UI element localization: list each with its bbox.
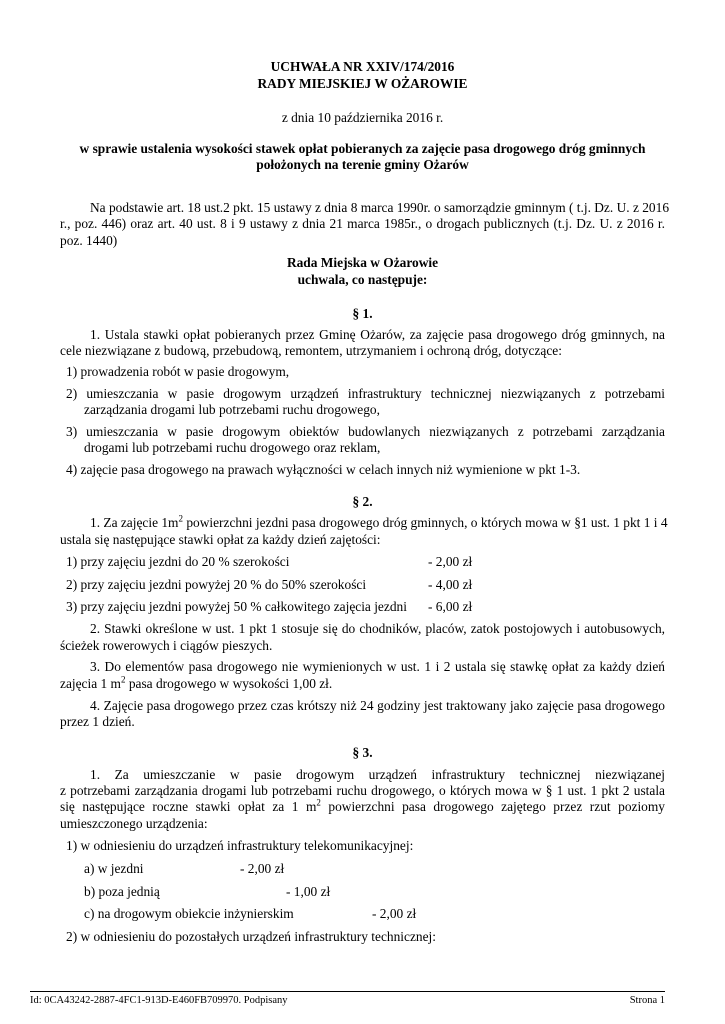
s3-paragraph-1-line-3: się następujące roczne stawki opłat za 1 $m^2$ powierzchni pasa drogowego zajętego przez rzut poziomy [60, 797, 665, 814]
resolution-date: z dnia 10 października 2016 r. [281, 110, 444, 125]
s1-item-1: 1) prowadzenia robót w pasie drogowym, [66, 364, 290, 379]
s2-paragraph-4-line-2: przez 1 dzień. [60, 714, 135, 729]
council-name: RADY MIEJSKIEJ W OŻAROWIE [257, 76, 468, 91]
s3-sub-a-value: - 2,00 zł [240, 861, 285, 876]
subject-line-2: położonych na terenie gminy Ożarów [256, 157, 469, 172]
council-heading: Rada Miejska w Ożarowie [286, 255, 439, 270]
s1-item-2-line-1: 2) umieszczania w pasie drogowym urządzeń infrastruktury technicznej niezwiązanych z potrzebami [66, 386, 665, 401]
s2-rate-3-label: 3) przy zajęciu jezdni powyżej 50 % całkowitego zajęcia jezdni [66, 599, 407, 614]
section-2-heading: § 2. [352, 494, 373, 509]
s2-paragraph-2-line-1: 2. Stawki określone w ust. 1 pkt 1 stosuje się do chodników, placów, zatok postojowych i autobusowych, [90, 621, 665, 636]
s2-paragraph-1-line-1: 1. Za zajęcie $1m^2$ powierzchni jezdni pasa drogowego dróg gminnych, o których mowa w §1 ust. 1 pkt 1 i 4 [90, 513, 668, 530]
s1-paragraph-line-2: cele niezwiązane z budową, przebudową, remontem, utrzymaniem i ochroną dróg, dotyczące: [60, 343, 562, 358]
footer-document-id: Id: 0CA43242-2887-4FC1-913D-E460FB709970. Podpisany [30, 995, 288, 1006]
s2-rate-2-label: 2) przy zajęciu jezdni powyżej 20 % do 50% szerokości [66, 577, 367, 592]
s2-rate-1-value: - 2,00 zł [428, 554, 473, 569]
footer-page-number: Strona 1 [629, 995, 665, 1006]
s3-paragraph-1-line-1: 1. Za umieszczanie w pasie drogowym urządzeń infrastruktury technicznej niezwiązanej [90, 767, 665, 782]
s1-item-2-line-2: zarządzania drogami lub potrzebami ruchu drogowego, [84, 402, 380, 417]
resolution-number: UCHWAŁA NR XXIV/174/2016 [270, 59, 455, 74]
s3-item-2: 2) w odniesieniu do pozostałych urządzeń infrastruktury technicznej: [66, 929, 436, 944]
preamble-line-3: poz. 1440) [60, 233, 118, 248]
s2-paragraph-2-line-2: ścieżek rowerowych i ciągów pieszych. [60, 638, 273, 653]
s3-sub-a-label: a) w jezdni [84, 861, 144, 876]
s2-paragraph-4-line-1: 4. Zajęcie pasa drogowego przez czas krótszy niż 24 godziny jest traktowany jako zajęcie pasa drogowego [90, 698, 665, 713]
s2-paragraph-1-line-2: ustala się następujące stawki opłat za każdy dzień zajętości: [60, 532, 381, 547]
preamble-line-1: Na podstawie art. 18 ust.2 pkt. 15 ustawy z dnia 8 marca 1990r. o samorządzie gminnym ( t.j. Dz. U. z 2016 [90, 200, 670, 215]
preamble-line-2: r., poz. 446) oraz art. 40 ust. 8 i 9 ustawy z dnia 21 marca 1985r., o drogach publicznych (t.j. Dz. U. z 2016 r. [60, 216, 665, 231]
s2-rate-3-value: - 6,00 zł [428, 599, 473, 614]
s2-paragraph-3-line-1: 3. Do elementów pasa drogowego nie wymienionych w ust. 1 i 2 ustala się stawkę opłat za każdy dzień [90, 659, 665, 674]
s3-sub-b-value: - 1,00 zł [286, 884, 331, 899]
s3-paragraph-1-line-4: umieszczonego urządzenia: [60, 816, 208, 831]
s2-rate-1-label: 1) przy zajęciu jezdni do 20 % szerokości [66, 554, 290, 569]
s1-item-3-line-1: 3) umieszczania w pasie drogowym obiektów budowlanych niezwiązanych z potrzebami zarządzania [66, 424, 665, 439]
subject-line-1: w sprawie ustalenia wysokości stawek opłat pobieranych za zajęcie pasa drogowego dróg gminnych [79, 141, 646, 156]
s1-item-3-line-2: drogami lub potrzebami ruchu drogowego oraz reklam, [84, 440, 381, 455]
section-1-heading: § 1. [352, 306, 373, 321]
s1-paragraph-line-1: 1. Ustala stawki opłat pobieranych przez Gminę Ożarów, za zajęcie pasa drogowego dróg gminnych, na [90, 327, 665, 342]
s3-paragraph-1-line-2: z potrzebami zarządzania drogami lub potrzebami ruchu drogowego, o których mowa w § 1 ust. 1 pkt 2 ustala [60, 783, 665, 798]
s3-item-1: 1) w odniesieniu do urządzeń infrastruktury telekomunikacyjnej: [66, 838, 414, 853]
section-3-heading: § 3. [352, 745, 373, 760]
s3-sub-b-label: b) poza jednią [84, 884, 160, 899]
s2-rate-2-value: - 4,00 zł [428, 577, 473, 592]
s3-sub-c-label: c) na drogowym obiekcie inżynierskim [84, 906, 294, 921]
s3-sub-c-value: - 2,00 zł [372, 906, 417, 921]
s1-item-4: 4) zajęcie pasa drogowego na prawach wyłączności w celach innych niż wymienione w pkt 1-3. [66, 462, 581, 477]
council-enacts: uchwala, co następuje: [297, 272, 428, 287]
s2-paragraph-3-line-2: zajęcia 1 $m^2$ pasa drogowego w wysokości 1,00 zł. [60, 674, 333, 691]
footer-divider [30, 991, 665, 992]
